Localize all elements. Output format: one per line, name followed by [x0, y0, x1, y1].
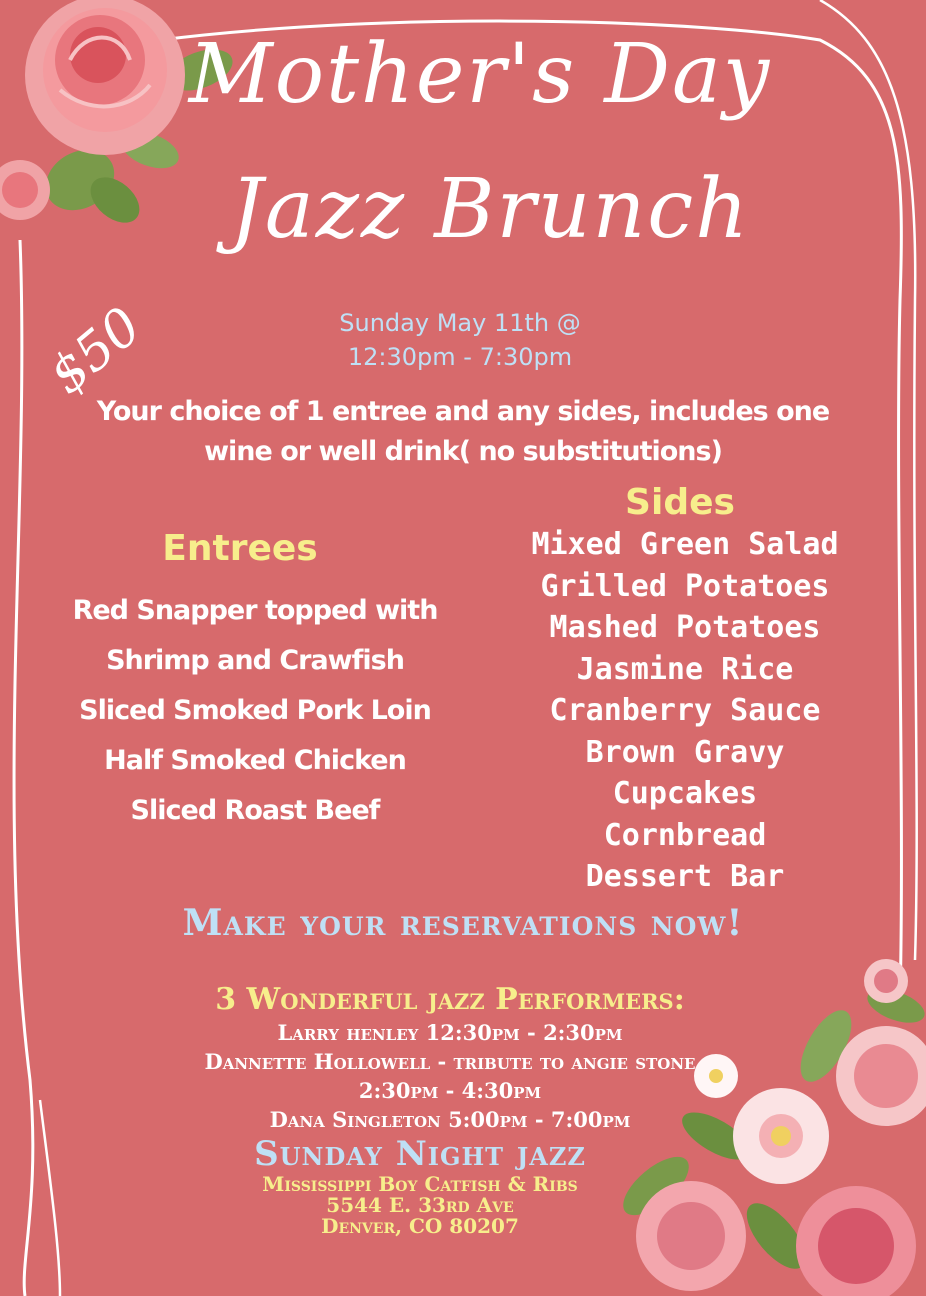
sides-list — [520, 524, 850, 898]
side-item: Cupcakes — [612, 776, 758, 811]
performer-line: 2:30pm - 4:30pm — [358, 1078, 542, 1103]
performer-line: Dana Singleton 5:00pm - 7:00pm — [269, 1107, 631, 1132]
sides-heading: Sides — [625, 482, 735, 523]
event-name: Sunday Night jazz — [254, 1134, 586, 1174]
event-date: Sunday May 11th @ — [339, 309, 581, 337]
entree-item: Red Snapper topped with — [72, 595, 438, 626]
venue-city: Denver, CO 80207 — [321, 1214, 519, 1238]
side-item: Cranberry Sauce — [549, 693, 821, 728]
entree-item: Shrimp and Crawfish — [106, 645, 404, 676]
event-datetime — [290, 306, 630, 374]
event-time: 12:30pm - 7:30pm — [347, 343, 573, 371]
side-item: Grilled Potatoes — [540, 568, 830, 604]
side-item: Cornbread — [603, 817, 767, 853]
entrees-heading: Entrees — [162, 528, 318, 569]
venue-block — [120, 1174, 720, 1237]
choice-description: Your choice of 1 entree and any sides, includes one wine or well drink( no substitutions) — [96, 396, 830, 467]
side-item: Brown Gravy — [585, 734, 785, 770]
title-line-1: Mother's Day — [188, 27, 772, 122]
venue-name: Mississippi Boy Catfish & Ribs — [262, 1172, 578, 1196]
entree-item: Half Smoked Chicken — [104, 745, 406, 776]
entree-item: Sliced Smoked Pork Loin — [79, 695, 431, 726]
performer-line: Larry henley 12:30pm - 2:30pm — [277, 1020, 623, 1045]
side-item: Jasmine Rice — [576, 651, 794, 687]
performer-line: Dannette Hollowell - tribute to angie stone — [204, 1049, 696, 1074]
side-item: Dessert Bar — [585, 859, 785, 894]
entrees-list — [60, 586, 450, 836]
performers-heading: 3 Wonderful jazz Performers: — [215, 982, 685, 1017]
title-line-2: Jazz Brunch — [229, 162, 751, 257]
side-item: Mixed Green Salad — [531, 527, 839, 562]
reservations-callout: Make your reservations now! — [182, 902, 744, 944]
price-label: $50 — [38, 296, 153, 406]
entree-item: Sliced Roast Beef — [130, 795, 380, 826]
performers-list — [60, 1018, 840, 1134]
side-item: Mashed Potatoes — [549, 610, 821, 645]
venue-street: 5544 E. 33rd Ave — [326, 1193, 514, 1217]
